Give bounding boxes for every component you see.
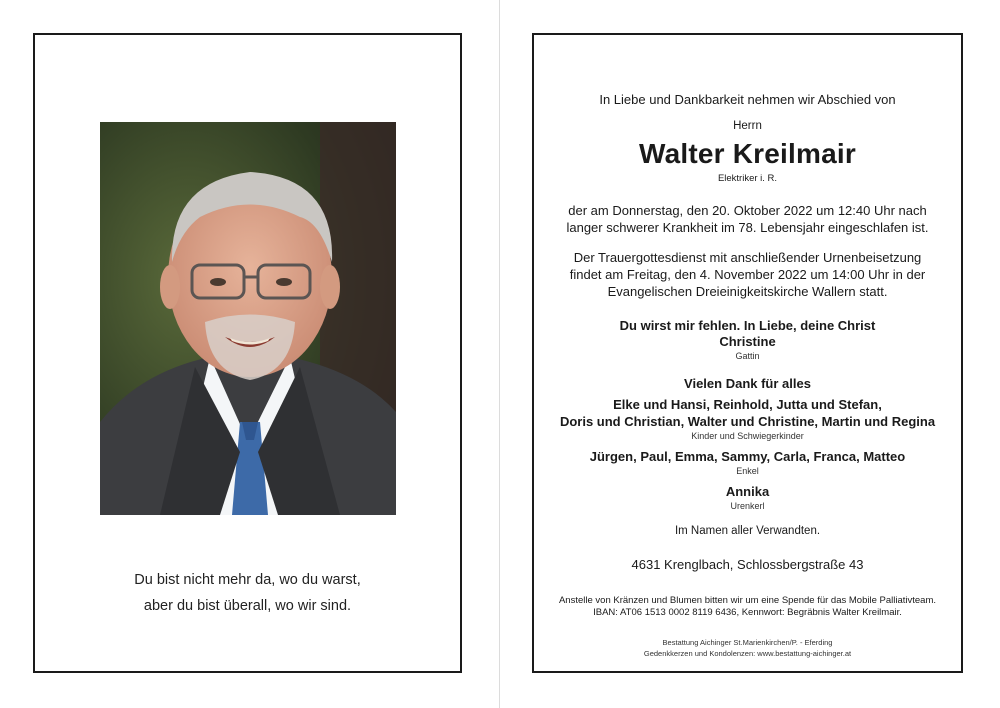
page-fold-divider (499, 0, 500, 708)
right-card (532, 33, 963, 673)
great-grandchild-relation: Urenkerl (730, 501, 765, 511)
condolence-website-line: Gedenkkerzen und Kondolenzen: www.bestattung-aichinger.at (643, 649, 852, 658)
widow-message: Du wirst mir fehlen. In Liebe, deine Christ (619, 318, 876, 333)
family-address: 4631 Krenglbach, Schlossbergstraße 43 (631, 557, 864, 572)
children-names-line-1: Elke und Hansi, Reinhold, Jutta und Stefan, (613, 397, 882, 412)
salutation: Herrn (733, 120, 762, 132)
donation-note-line-2: IBAN: AT06 1513 0002 8119 6436, Kennwort: Begräbnis Walter Kreilmair. (593, 607, 902, 618)
death-notice-line-1: der am Donnerstag, den 20. Oktober 2022 um 12:40 Uhr nach (568, 203, 927, 218)
widow-relation: Gattin (735, 351, 760, 361)
left-card (33, 33, 462, 673)
intro-text: In Liebe und Dankbarkeit nehmen wir Abschied von (599, 92, 896, 107)
grandchildren-names: Jürgen, Paul, Emma, Sammy, Carla, Franca, Matteo (589, 449, 906, 464)
children-relation: Kinder und Schwiegerkinder (691, 431, 804, 441)
widow-name: Christine (719, 334, 776, 349)
great-grandchild-name: Annika (725, 484, 770, 499)
children-names-line-2: Doris und Christian, Walter und Christine, Martin und Regina (559, 414, 936, 429)
thanks-heading: Vielen Dank für alles (684, 376, 811, 391)
grandchildren-relation: Enkel (736, 466, 759, 476)
memorial-quote-line-1: Du bist nicht mehr da, wo du warst, (134, 572, 361, 588)
memorial-quote-line-2: aber du bist überall, wo wir sind. (143, 598, 352, 614)
profession: Elektriker i. R. (717, 173, 778, 184)
donation-note-line-1: Anstelle von Kränzen und Blumen bitten wir um eine Spende für das Mobile Palliativteam. (558, 595, 937, 606)
death-notice-line-2: langer schwerer Krankheit im 78. Lebensjahr eingeschlafen ist. (566, 220, 929, 235)
deceased-name: Walter Kreilmair (639, 138, 856, 169)
funeral-info-line-3: Evangelischen Dreieinigkeitskirche Wallern statt. (607, 284, 888, 299)
funeral-info-line-2: findet am Freitag, den 4. November 2022 um 14:00 Uhr in der (569, 267, 926, 282)
relatives-note: Im Namen aller Verwandten. (674, 525, 821, 537)
funeral-info-line-1: Der Trauergottesdienst mit anschließender Urnenbeisetzung (573, 250, 922, 265)
funeral-home-line: Bestattung Aichinger St.Marienkirchen/P. - Eferding (662, 638, 833, 647)
portrait-photo (100, 122, 396, 515)
